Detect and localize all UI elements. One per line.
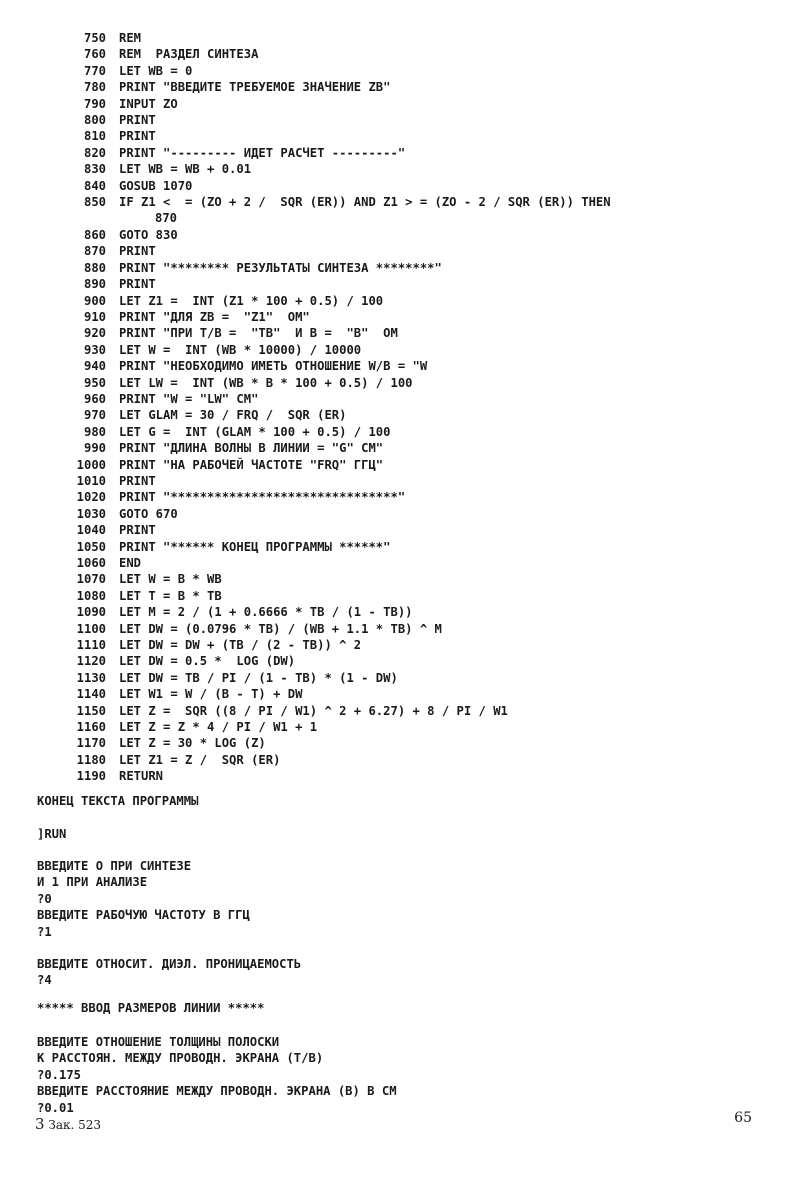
listing-line — [60, 260, 760, 276]
output-line: ?1 — [37, 924, 52, 939]
line-code: LET GLAM = 30 / FRQ / SQR (ER) — [119, 408, 347, 423]
line-number: 1160 — [76, 720, 106, 735]
run-output-block-2 — [37, 956, 301, 989]
line-number: 980 — [83, 424, 106, 439]
listing-line — [60, 719, 760, 735]
output-line: ?0 — [37, 891, 52, 906]
line-number: 1000 — [76, 457, 106, 472]
line-code: PRINT "--------- ИДЕТ РАСЧЕТ ---------" — [119, 145, 406, 160]
line-code: PRINT "ДЛИНА ВОЛНЫ В ЛИНИИ = "G" СМ" — [119, 441, 384, 456]
line-number: 1090 — [76, 605, 106, 620]
line-number: 830 — [83, 162, 106, 177]
listing-line — [60, 440, 760, 456]
line-code: LET W = B * WB — [119, 572, 222, 587]
listing-line — [60, 128, 760, 144]
listing-line — [60, 194, 760, 210]
line-code: LET DW = DW + (TB / (2 - TB)) ^ 2 — [119, 638, 362, 653]
run-output-block-3 — [37, 1000, 264, 1016]
listing-line — [60, 96, 760, 112]
line-number: 780 — [83, 80, 106, 95]
line-code: LET Z1 = INT (Z1 * 100 + 0.5) / 100 — [119, 293, 384, 308]
line-code: LET G = INT (GLAM * 100 + 0.5) / 100 — [119, 424, 391, 439]
listing-line — [60, 309, 760, 325]
line-code: PRINT "****** КОНЕЦ ПРОГРАММЫ ******" — [119, 539, 391, 554]
listing-line — [60, 768, 760, 784]
line-code: LET WB = 0 — [119, 63, 193, 78]
listing-line — [60, 703, 760, 719]
line-code: PRINT "ДЛЯ ZB = "Z1" ОМ" — [119, 309, 310, 324]
page-number: 65 — [734, 1110, 752, 1126]
listing-line — [60, 243, 760, 259]
line-code: LET LW = INT (WB * B * 100 + 0.5) / 100 — [119, 375, 413, 390]
line-number: 1170 — [76, 736, 106, 751]
line-code: LET Z = Z * 4 / PI / W1 + 1 — [119, 720, 318, 735]
line-code: RETURN — [119, 769, 164, 784]
line-code: PRINT "НЕОБХОДИМО ИМЕТЬ ОТНОШЕНИЕ W/B = "W — [119, 359, 428, 374]
listing-line — [60, 735, 760, 751]
listing-line — [60, 588, 760, 604]
line-code: LET DW = TB / PI / (1 - TB) * (1 - DW) — [119, 670, 398, 685]
listing-line — [60, 178, 760, 194]
listing-line — [60, 112, 760, 128]
listing-line — [60, 227, 760, 243]
line-code: REM РАЗДЕЛ СИНТЕЗА — [119, 47, 259, 62]
line-number: 1040 — [76, 523, 106, 538]
listing-line — [60, 653, 760, 669]
line-code: LET WB = WB + 0.01 — [119, 162, 252, 177]
listing-line — [60, 358, 760, 374]
listing-line — [60, 391, 760, 407]
listing-line — [60, 424, 760, 440]
listing-line — [60, 145, 760, 161]
line-code: GOSUB 1070 — [119, 178, 193, 193]
program-listing — [60, 30, 760, 785]
line-number: 860 — [83, 227, 106, 242]
run-command: ]RUN — [37, 827, 67, 841]
line-code: PRINT "НА РАБОЧЕЙ ЧАСТОТЕ "FRQ" ГГЦ" — [119, 457, 384, 472]
listing-line — [60, 752, 760, 768]
listing-line — [60, 325, 760, 341]
output-line: ВВЕДИТЕ РАССТОЯНИЕ МЕЖДУ ПРОВОДН. ЭКРАНА (B) В СМ — [37, 1084, 397, 1099]
line-number: 1110 — [76, 638, 106, 653]
line-number: 1100 — [76, 621, 106, 636]
line-number: 800 — [83, 113, 106, 128]
line-number: 1180 — [76, 752, 106, 767]
line-number: 970 — [83, 408, 106, 423]
line-number: 990 — [83, 441, 106, 456]
listing-line — [60, 30, 760, 46]
output-line: ?0.01 — [37, 1100, 74, 1115]
listing-line — [60, 686, 760, 702]
line-code: LET Z1 = Z / SQR (ER) — [119, 752, 281, 767]
listing-line — [60, 621, 760, 637]
line-number: 920 — [83, 326, 106, 341]
line-number: 1050 — [76, 539, 106, 554]
output-line: ***** ВВОД РАЗМЕРОВ ЛИНИИ ***** — [37, 1001, 265, 1015]
line-code: PRINT "******** РЕЗУЛЬТАТЫ СИНТЕЗА ********" — [119, 260, 442, 275]
line-code: PRINT — [119, 277, 156, 292]
output-line: ВВЕДИТЕ РАБОЧУЮ ЧАСТОТУ В ГГЦ — [37, 908, 250, 923]
listing-line — [60, 79, 760, 95]
listing-continuation: 870 — [155, 211, 178, 226]
line-number: 930 — [83, 342, 106, 357]
output-line: ВВЕДИТЕ ОТНОШЕНИЕ ТОЛЩИНЫ ПОЛОСКИ — [37, 1035, 280, 1049]
listing-line — [60, 63, 760, 79]
line-number: 1150 — [76, 703, 106, 718]
line-code: REM — [119, 31, 142, 45]
listing-line — [60, 522, 760, 538]
line-code: PRINT "*******************************" — [119, 490, 406, 505]
line-code: PRINT "W = "LW" СМ" — [119, 391, 259, 406]
listing-line — [60, 457, 760, 473]
listing-line — [60, 604, 760, 620]
line-code: LET W1 = W / (B - T) + DW — [119, 687, 303, 702]
output-line: ВВЕДИТЕ ОТНОСИТ. ДИЭЛ. ПРОНИЦАЕМОСТЬ — [37, 957, 302, 971]
line-code: LET Z = 30 * LOG (Z) — [119, 736, 266, 751]
line-number: 760 — [83, 47, 106, 62]
listing-line — [60, 342, 760, 358]
line-number: 880 — [83, 260, 106, 275]
listing-line — [60, 539, 760, 555]
line-code: PRINT "ВВЕДИТЕ ТРЕБУЕМОЕ ЗНАЧЕНИЕ ZB" — [119, 80, 391, 95]
line-number: 1130 — [76, 670, 106, 685]
line-code: PRINT — [119, 523, 156, 538]
end-of-listing-text: КОНЕЦ ТЕКСТА ПРОГРАММЫ — [37, 794, 199, 808]
line-number: 1120 — [76, 654, 106, 669]
listing-line — [60, 161, 760, 177]
output-line: ?4 — [37, 973, 52, 988]
listing-line — [60, 293, 760, 309]
listing-line — [60, 489, 760, 505]
listing-line — [60, 473, 760, 489]
line-number: 940 — [83, 359, 106, 374]
line-number: 900 — [83, 293, 106, 308]
line-number: 1190 — [76, 769, 106, 784]
line-code: END — [119, 556, 142, 570]
listing-line — [60, 375, 760, 391]
line-number: 840 — [83, 178, 106, 193]
output-line: ВВЕДИТЕ О ПРИ СИНТЕЗЕ — [37, 859, 192, 873]
line-code: IF Z1 < = (ZO + 2 / SQR (ER)) AND Z1 > = (ZO - 2 / SQR (ER)) THEN — [119, 195, 611, 210]
listing-line — [60, 670, 760, 686]
line-code: PRINT — [119, 473, 156, 488]
run-output-block-1 — [37, 858, 250, 940]
line-code: LET DW = (0.0796 * TB) / (WB + 1.1 * TB) ^ M — [119, 621, 442, 636]
line-number: 750 — [83, 31, 106, 45]
line-number: 890 — [83, 277, 106, 292]
output-line: И 1 ПРИ АНАЛИЗЕ — [37, 875, 148, 890]
line-code: GOTO 830 — [119, 227, 178, 242]
line-number: 910 — [83, 309, 106, 324]
line-code: LET W = INT (WB * 10000) / 10000 — [119, 342, 362, 357]
listing-line — [60, 571, 760, 587]
footer-order-note — [35, 1115, 101, 1133]
line-number: 1010 — [76, 473, 106, 488]
line-number: 1030 — [76, 506, 106, 521]
line-code: LET Z = SQR ((8 / PI / W1) ^ 2 + 6.27) + 8 / PI / W1 — [119, 703, 508, 718]
line-number: 810 — [83, 129, 106, 144]
listing-line — [60, 506, 760, 522]
footer-order-text: Зак. 523 — [48, 1118, 102, 1132]
line-number: 790 — [83, 96, 106, 111]
line-code: PRINT — [119, 113, 156, 128]
line-number: 1140 — [76, 687, 106, 702]
line-code: INPUT ZO — [119, 96, 178, 111]
listing-line — [60, 407, 760, 423]
line-number: 870 — [83, 244, 106, 259]
line-code: GOTO 670 — [119, 506, 178, 521]
listing-line — [60, 46, 760, 62]
line-number: 1080 — [76, 588, 106, 603]
footer-signature-number: 3 — [35, 1115, 45, 1133]
line-number: 1020 — [76, 490, 106, 505]
line-code: LET M = 2 / (1 + 0.6666 * TB / (1 - TB)) — [119, 605, 413, 620]
listing-line — [60, 555, 760, 571]
run-output-block-4 — [37, 1034, 397, 1116]
line-code: LET T = B * TB — [119, 588, 222, 603]
line-number: 1070 — [76, 572, 106, 587]
listing-line — [60, 637, 760, 653]
line-code: PRINT — [119, 129, 156, 144]
output-line: ?0.175 — [37, 1067, 82, 1082]
line-number: 950 — [83, 375, 106, 390]
line-code: PRINT "ПРИ T/B = "TB" И B = "B" ОМ — [119, 326, 398, 341]
line-number: 850 — [83, 195, 106, 210]
line-code: LET DW = 0.5 * LOG (DW) — [119, 654, 296, 669]
line-number: 960 — [83, 391, 106, 406]
line-number: 820 — [83, 145, 106, 160]
line-number: 1060 — [76, 556, 106, 570]
listing-line — [60, 276, 760, 292]
line-code: PRINT — [119, 244, 156, 259]
line-number: 770 — [83, 63, 106, 78]
output-line: К РАССТОЯН. МЕЖДУ ПРОВОДН. ЭКРАНА (T/B) — [37, 1051, 324, 1066]
